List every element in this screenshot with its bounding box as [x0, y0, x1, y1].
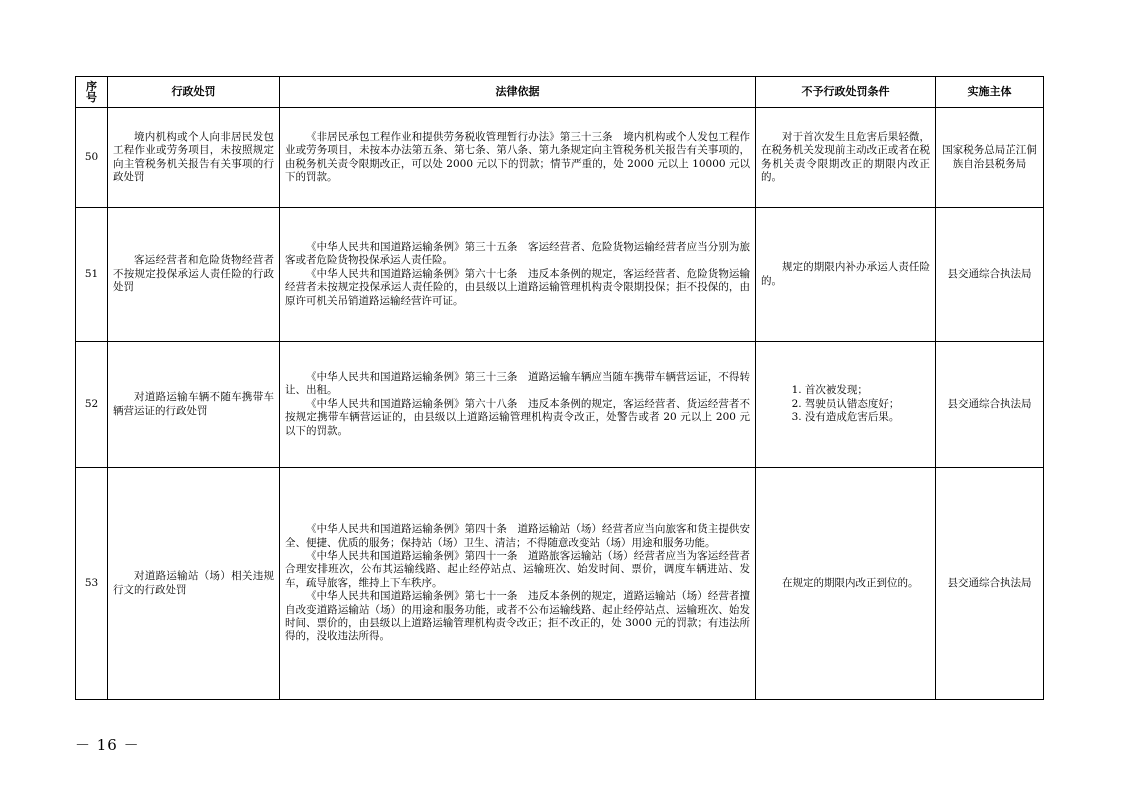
penalty-text: 境内机构或个人向非居民发包工程作业或劳务项目，未按照规定向主管税务机关报告有关事项的行政处罚 [113, 130, 274, 183]
condition-list [792, 384, 900, 424]
condition-list-item: 3. 没有造成危害后果。 [791, 411, 900, 424]
header-basis: 法律依据 [280, 77, 756, 108]
penalty-cell [108, 342, 280, 468]
header-condition: 不予行政处罚条件 [756, 77, 936, 108]
basis-paragraph: 《中华人民共和国道路运输条例》第四十条 道路运输站（场）经营者应当向旅客和货主提供安全、便捷、优质的服务；保持站（场）卫生、清洁；不得随意改变站（场）用途和服务功能。 [285, 523, 750, 549]
table-row [76, 208, 1044, 342]
basis-cell [280, 108, 756, 208]
authority-cell: 县交通综合执法局 [936, 342, 1044, 468]
basis-paragraph: 《中华人民共和国道路运输条例》第六十八条 违反本条例的规定，客运经营者、货运经营者不按规定携带车辆营运证的，由县级以上道路运输管理机构责令改正，处警告或者 20 元以上 200 元以下的罚款。 [285, 397, 750, 437]
condition-text: 在规定的期限内改正到位的。 [782, 576, 919, 589]
basis-cell [280, 342, 756, 468]
table-header-row [76, 77, 1044, 108]
basis-paragraph: 《中华人民共和国道路运输条例》第七十一条 违反本条例的规定，道路运输站（场）经营者擅自改变道路运输站（场）的用途和服务功能，或者不公布运输线路、起止经停站点、运输班次、始发时间、票价的，由县级以上道路运输管理机构责令改正；拒不改正的，处 3000 元的罚款；有违法所得的，没收违法所得。 [285, 590, 750, 643]
penalty-text: 对道路运输车辆不随车携带车辆营运证的行政处罚 [113, 391, 274, 417]
basis-paragraph: 《中华人民共和国道路运输条例》第三十三条 道路运输车辆应当随车携带车辆营运证，不得转让、出租。 [285, 370, 750, 397]
row-number: 53 [76, 468, 108, 700]
condition-cell [756, 108, 936, 208]
header-authority: 实施主体 [936, 77, 1044, 108]
penalty-text: 客运经营者和危险货物经营者不按规定投保承运人责任险的行政处罚 [113, 254, 274, 294]
penalty-cell [108, 108, 280, 208]
header-penalty: 行政处罚 [108, 77, 280, 108]
condition-text: 对于首次发生且危害后果轻微，在税务机关发现前主动改正或者在税务机关责令限期改正的期限内改正的。 [761, 130, 930, 183]
basis-paragraph: 《中华人民共和国道路运输条例》第四十一条 道路旅客运输站（场）经营者应当为客运经营者合理安排班次，公布其运输线路、起止经停站点、运输班次、始发时间、票价，调度车辆进站、发车，疏导旅客，维持上下车秩序。 [285, 549, 750, 589]
header-seq: 序号 [76, 77, 108, 108]
basis-paragraph: 《中华人民共和国道路运输条例》第三十五条 客运经营者、危险货物运输经营者应当分别为旅客或者危险货物投保承运人责任险。 [285, 240, 750, 267]
condition-cell [756, 468, 936, 700]
table-row [76, 468, 1044, 700]
row-number: 51 [76, 208, 108, 342]
condition-cell [756, 342, 936, 468]
table-row [76, 342, 1044, 468]
table-row [76, 108, 1044, 208]
page-number: － 16 － [75, 736, 140, 754]
condition-cell [756, 208, 936, 342]
authority-cell: 县交通综合执法局 [936, 208, 1044, 342]
basis-cell [280, 208, 756, 342]
penalty-cell [108, 468, 280, 700]
basis-paragraph: 《非居民承包工程作业和提供劳务税收管理暂行办法》第三十三条 境内机构或个人发包工程作业或劳务项目，未按本办法第五条、第七条、第八条、第九条规定向主管税务机关报告有关事项的，由税务机关责令限期改正，可以处 2000 元以下的罚款；情节严重的，处 2000 元以上 10000 元以下的罚款。 [285, 130, 750, 183]
basis-paragraph: 《中华人民共和国道路运输条例》第六十七条 违反本条例的规定，客运经营者、危险货物运输经营者未按规定投保承运人责任险的，由县级以上道路运输管理机构责令限期投保；拒不投保的，由原许可机关吊销道路运输经营许可证。 [285, 267, 750, 307]
penalty-table [75, 76, 1044, 700]
condition-text: 规定的期限内补办承运人责任险的。 [761, 261, 930, 287]
penalty-cell [108, 208, 280, 342]
authority-cell: 县交通综合执法局 [936, 468, 1044, 700]
condition-list-item: 2. 驾驶员认错态度好； [791, 397, 900, 410]
penalty-text: 对道路运输站（场）相关违规行文的行政处罚 [113, 570, 274, 596]
row-number: 50 [76, 108, 108, 208]
condition-list-item: 1. 首次被发现； [791, 384, 868, 397]
basis-cell [280, 468, 756, 700]
authority-cell: 国家税务总局芷江侗族自治县税务局 [936, 108, 1044, 208]
row-number: 52 [76, 342, 108, 468]
